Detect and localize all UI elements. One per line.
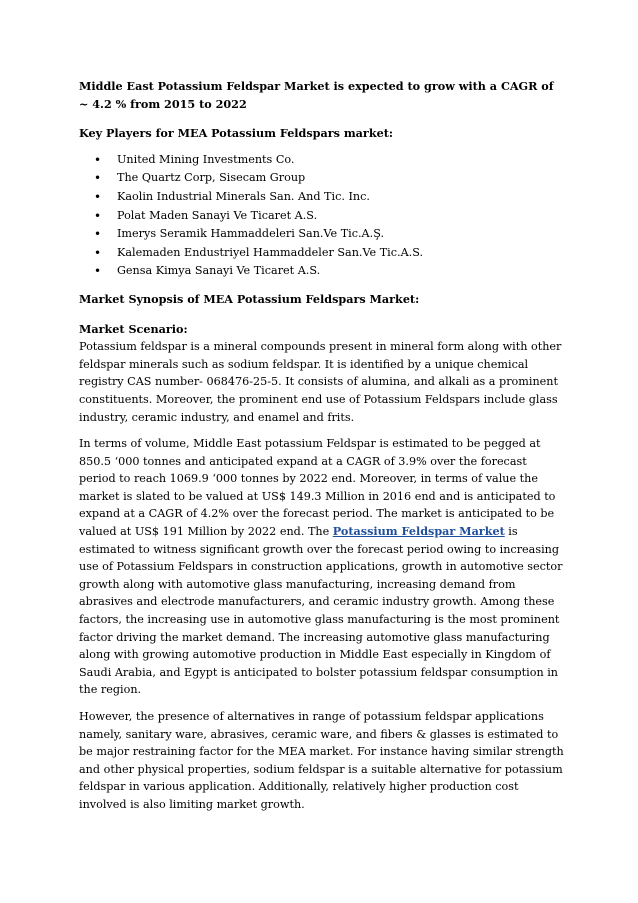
key-players-heading: Key Players for MEA Potassium Feldspars market: — [79, 126, 393, 141]
document-page — [79, 78, 565, 823]
paragraph-text: In terms of volume, Middle East potassium Feldspar is estimated to be pegged at 850.5 ‘000 tonnes and anticipated expand at a CAGR of 3.9% over the forecast period to reach 1069.9 ‘000 tonnes by 2022 end. Moreover, in terms of value the market is slated to be valued at US$ 149.3 Million in 2016 end and is anticipated to expand at a CAGR of 4.2% over the forecast period. The market is anticipated to be valued at US$ 191 Million by 2022 end. The — [79, 437, 556, 539]
paragraph-intro: Potassium feldspar is a mineral compounds present in mineral form along with other feldspar minerals such as sodium feldspar. It is identified by a unique chemical registry CAS number- 068476-25-5. It consists of alumina, and alkali as a prominent constituents. Moreover, the prominent end use of Potassium Feldspars include glass industry, ceramic industry, and enamel and frits. — [79, 340, 562, 424]
list-item: • Polat Maden Sanayi Ve Ticaret A.S. — [79, 207, 565, 226]
paragraph-restraints: However, the presence of alternatives in range of potassium feldspar applications namely, sanitary ware, abrasives, ceramic ware, and fibers & glasses is estimated to be major restraining factor for the MEA market. For instance having similar strength and other physical properties, sodium feldspar is a suitable alternative for potassium feldspar in various application. Additionally, relatively higher production cost involved is also limiting market growth. — [79, 710, 564, 811]
list-item: • Gensa Kimya Sanayi Ve Ticaret A.S. — [79, 262, 565, 281]
synopsis-heading: Market Synopsis of MEA Potassium Feldspars Market: — [79, 291, 420, 306]
list-item: • Imerys Seramik Hammaddeleri San.Ve Tic.A.Ş. — [79, 225, 565, 244]
key-players-list — [79, 151, 565, 281]
list-item: • United Mining Investments Co. — [79, 151, 565, 170]
document-title: Middle East Potassium Feldspar Market is expected to grow with a CAGR of ~ 4.2 % from 2015 to 2022 — [79, 79, 554, 111]
list-item: • The Quartz Corp, Sisecam Group — [79, 169, 565, 188]
list-item: • Kalemaden Endustriyel Hammaddeler San.Ve Tic.A.S. — [79, 244, 565, 263]
paragraph-market-size — [79, 435, 565, 699]
scenario-heading: Market Scenario: — [79, 321, 188, 336]
list-item: • Kaolin Industrial Minerals San. And Tic. Inc. — [79, 188, 565, 207]
paragraph-text: is estimated to witness significant growth over the forecast period owing to increasing use of Potassium Feldspars in construction applications, growth in automotive sector growth along with automotive glass manufacturing, increasing demand from abrasives and electrode manufacturers, and ceramic industry growth. Among these factors, the increasing use in automotive glass manufacturing is the most prominent factor driving the market demand. The increasing automotive glass manufacturing along with growing automotive production in Middle East especially in Kingdom of Saudi Arabia, and Egypt is anticipated to bolster potassium feldspar consumption in the region. — [79, 525, 563, 697]
potassium-feldspar-market-link[interactable]: Potassium Feldspar Market — [332, 524, 505, 539]
